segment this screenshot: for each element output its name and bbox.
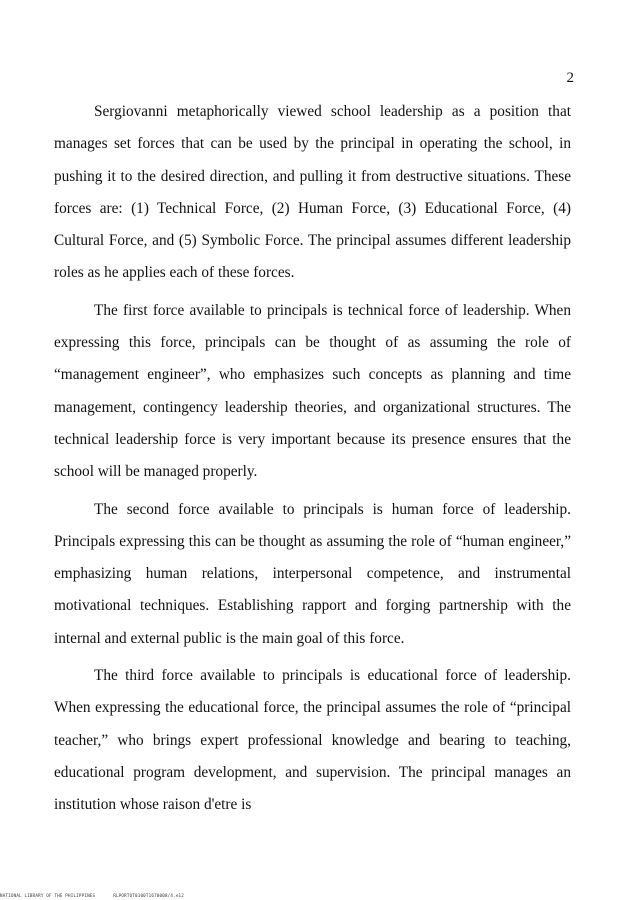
document-body xyxy=(54,96,571,827)
paragraph-human-force: The second force available to principals is human force of leadership. Principals expressing this can be thought as assuming the role of “human engineer,” emphasizing human relations, interpersonal competence, and instrumental motivational techniques. Establishing rapport and forging partnership with the internal and external public is the main goal of this force. xyxy=(54,500,571,647)
paragraph-educational-force: The third force available to principals is educational force of leadership. When expressing the educational force, the principal assumes the role of “principal teacher,” who brings expert professional knowledge and bearing to teaching, educational program development, and supervision. The principal manages an institution whose raison d'etre is xyxy=(54,667,571,814)
scan-footer xyxy=(0,893,184,898)
paragraph-forces-overview: Sergiovanni metaphorically viewed school leadership as a position that manages set forces that can be used by the principal in operating the school, in pushing it to the desired direction, and pulling it from destructive situations. These forces are: (1) Technical Force, (2) Human Force, (3) Educational Force, (4) Cultural Force, and (5) Symbolic Force. The principal assumes different leadership roles as he applies each of these forces. xyxy=(54,103,571,282)
page-number: 2 xyxy=(566,70,574,86)
footer-document-code: RLPORTOT0100T1670008/4.e12 xyxy=(113,893,184,898)
footer-library-name: NATIONAL LIBRARY OF THE PHILIPPINES xyxy=(0,893,96,898)
paragraph-technical-force: The first force available to principals is technical force of leadership. When expressing this force, principals can be thought of as assuming the role of “management engineer”, who emphasizes such concepts as planning and time management, contingency leadership theories, and organizational structures. The technical leadership force is very important because its presence ensures that the school will be managed properly. xyxy=(54,301,571,481)
